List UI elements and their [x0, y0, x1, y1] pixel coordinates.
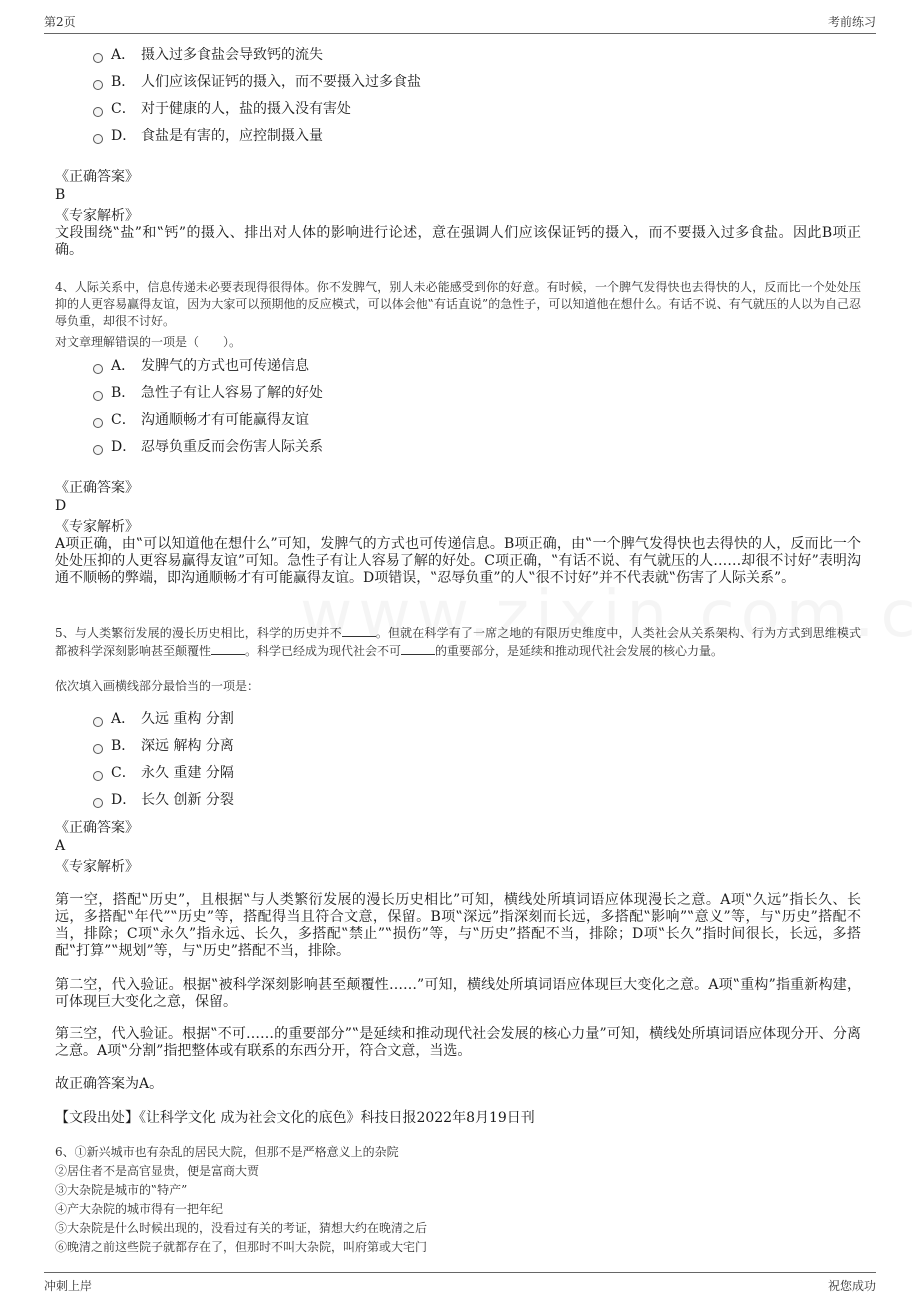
- radio-icon[interactable]: [93, 771, 103, 781]
- radio-icon[interactable]: [93, 391, 103, 401]
- q3-analysis: 文段围绕‟盐”和‟钙”的摄入、排出对人体的影响进行论述，意在强调人们应该保证钙的摄入，而不要摄入过多食盐。因此B项正确。: [55, 225, 861, 258]
- footer-right: 祝您成功: [827, 1279, 876, 1293]
- q3-answer: B: [55, 187, 66, 203]
- q3-answer-label: 《正确答案》: [55, 169, 139, 185]
- radio-icon[interactable]: [93, 364, 103, 374]
- q5-stem: 5、与人类繁衍发展的漫长历史相比，科学的历史并不 。但就在科学有了一席之地的有限历史维度中，人类社会从关系架构、行为方式到思维模式都被科学深刻影响甚至颠覆性 。科学已经成为现代社会不可 的重要部分，是延续和推动现代社会发展的核心力量。: [55, 626, 861, 658]
- q5-option-d[interactable]: D． 长久 创新 分裂: [93, 791, 234, 809]
- q5-source: 【文段出处】《让科学文化 成为社会文化的底色》科技日报2022年8月19日刊: [55, 1110, 535, 1126]
- page-header: [44, 13, 876, 34]
- footer-left: 冲刺上岸: [44, 1279, 93, 1293]
- radio-icon[interactable]: [93, 798, 103, 808]
- blank-1: [342, 624, 376, 637]
- q5-answer: A: [55, 838, 66, 854]
- q4-option-b[interactable]: B． 急性子有让人容易了解的好处: [93, 384, 323, 402]
- q4-analysis-label: 《专家解析》: [55, 519, 139, 535]
- q4-option-d[interactable]: D． 忍辱负重反而会伤害人际关系: [93, 438, 323, 456]
- q3-option-b[interactable]: B． 人们应该保证钙的摄入，而不要摄入过多食盐: [93, 73, 421, 91]
- radio-icon[interactable]: [93, 717, 103, 727]
- q4-answer-label: 《正确答案》: [55, 480, 139, 496]
- page-footer: [44, 1272, 876, 1294]
- radio-icon[interactable]: [93, 134, 103, 144]
- q4-prompt: 对文章理解错误的一项是（ ）。: [55, 335, 242, 349]
- page-number: 第2页: [44, 15, 76, 29]
- q5-analysis-p4: 故正确答案为A。: [55, 1076, 164, 1092]
- q5-answer-label: 《正确答案》: [55, 820, 139, 836]
- q5-analysis-p2: 第二空，代入验证。根据‟被科学深刻影响甚至颠覆性……”可知，横线处所填词语应体现巨大变化之意。A项‟重构”指重新构建，可体现巨大变化之意，保留。: [55, 977, 861, 1010]
- q6-line-4: ④产大杂院的城市得有一把年纪: [55, 1202, 224, 1216]
- q5-analysis-p3: 第三空，代入验证。根据‟不可……的重要部分”‟是延续和推动现代社会发展的核心力量”可知，横线处所填词语应体现分开、分离之意。A项‟分割”指把整体或有联系的东西分开，符合文意，当选。: [55, 1026, 861, 1059]
- blank-2: [211, 642, 245, 655]
- q5-option-a[interactable]: A． 久远 重构 分割: [93, 710, 234, 728]
- blank-3: [401, 642, 435, 655]
- q3-option-d[interactable]: D． 食盐是有害的，应控制摄入量: [93, 127, 323, 145]
- q3-option-c[interactable]: C． 对于健康的人，盐的摄入没有害处: [93, 100, 351, 118]
- q5-prompt: 依次填入画横线部分最恰当的一项是：: [55, 679, 260, 693]
- radio-icon[interactable]: [93, 80, 103, 90]
- radio-icon[interactable]: [93, 418, 103, 428]
- q3-option-a[interactable]: A． 摄入过多食盐会导致钙的流失: [93, 46, 323, 64]
- q6-line-6: ⑥晚清之前这些院子就都存在了，但那时不叫大杂院，叫府第或大宅门: [55, 1240, 428, 1254]
- radio-icon[interactable]: [93, 107, 103, 117]
- q6-line-3: ③大杂院是城市的‟特产”: [55, 1183, 188, 1197]
- q6-line-1: 6、①新兴城市也有杂乱的居民大院，但那不是严格意义上的杂院: [55, 1145, 399, 1159]
- q4-option-c[interactable]: C． 沟通顺畅才有可能赢得友谊: [93, 411, 309, 429]
- q4-stem: 4、人际关系中，信息传递未必要表现得很得体。你不发脾气，别人未必能感受到你的好意。有时候，一个脾气发得快也去得快的人，反而比一个处处压抑的人更容易赢得友谊，因为大家可以预期他的反应模式，可以体会他‟有话直说”的急性子，可以知道他在想什么。有话不说、有气就压的人以为自己忍辱负重，却很不讨好。: [55, 280, 861, 328]
- header-title: 考前练习: [827, 15, 876, 29]
- q6-line-5: ⑤大杂院是什么时候出现的，没看过有关的考证，猜想大约在晚清之后: [55, 1221, 428, 1235]
- q6-line-2: ②居住者不是高官显贵，便是富商大贾: [55, 1164, 260, 1178]
- q5-analysis-label: 《专家解析》: [55, 859, 139, 875]
- q5-analysis-p1: 第一空，搭配‟历史”，且根据‟与人类繁衍发展的漫长历史相比”可知，横线处所填词语应体现漫长之意。A项‟久远”指长久、长远，多搭配‟年代”‟历史”等，搭配得当且符合文意，保留。B项‟深远”指深刻而长远，多搭配‟影响”‟意义”等，与‟历史”搭配不当，排除；C项‟永久”指永远、长久，多搭配‟禁止”‟损伤”等，与‟历史”搭配不当，排除；D项‟长久”指时间很长，长远，多搭配‟打算”‟规划”等，与‟历史”搭配不当，排除。: [55, 892, 861, 959]
- radio-icon[interactable]: [93, 744, 103, 754]
- q5-option-b[interactable]: B． 深远 解构 分离: [93, 737, 234, 755]
- q4-option-a[interactable]: A． 发脾气的方式也可传递信息: [93, 357, 309, 375]
- q4-analysis: A项正确，由‟可以知道他在想什么”可知，发脾气的方式也可传递信息。B项正确，由‟一个脾气发得快也去得快的人，反而比一个处处压抑的人更容易赢得友谊”可知。急性子有让人容易了解的好处。C项正确，‟有话不说、有气就压的人……却很不讨好”表明沟通不顺畅的弊端，即沟通顺畅才有可能赢得友谊。D项错误，‟忍辱负重”的人‟很不讨好”并不代表就‟伤害了人际关系”。: [55, 536, 861, 586]
- q4-answer: D: [55, 498, 67, 514]
- q3-analysis-label: 《专家解析》: [55, 208, 139, 224]
- q5-option-c[interactable]: C． 永久 重建 分隔: [93, 764, 234, 782]
- radio-icon[interactable]: [93, 53, 103, 63]
- radio-icon[interactable]: [93, 445, 103, 455]
